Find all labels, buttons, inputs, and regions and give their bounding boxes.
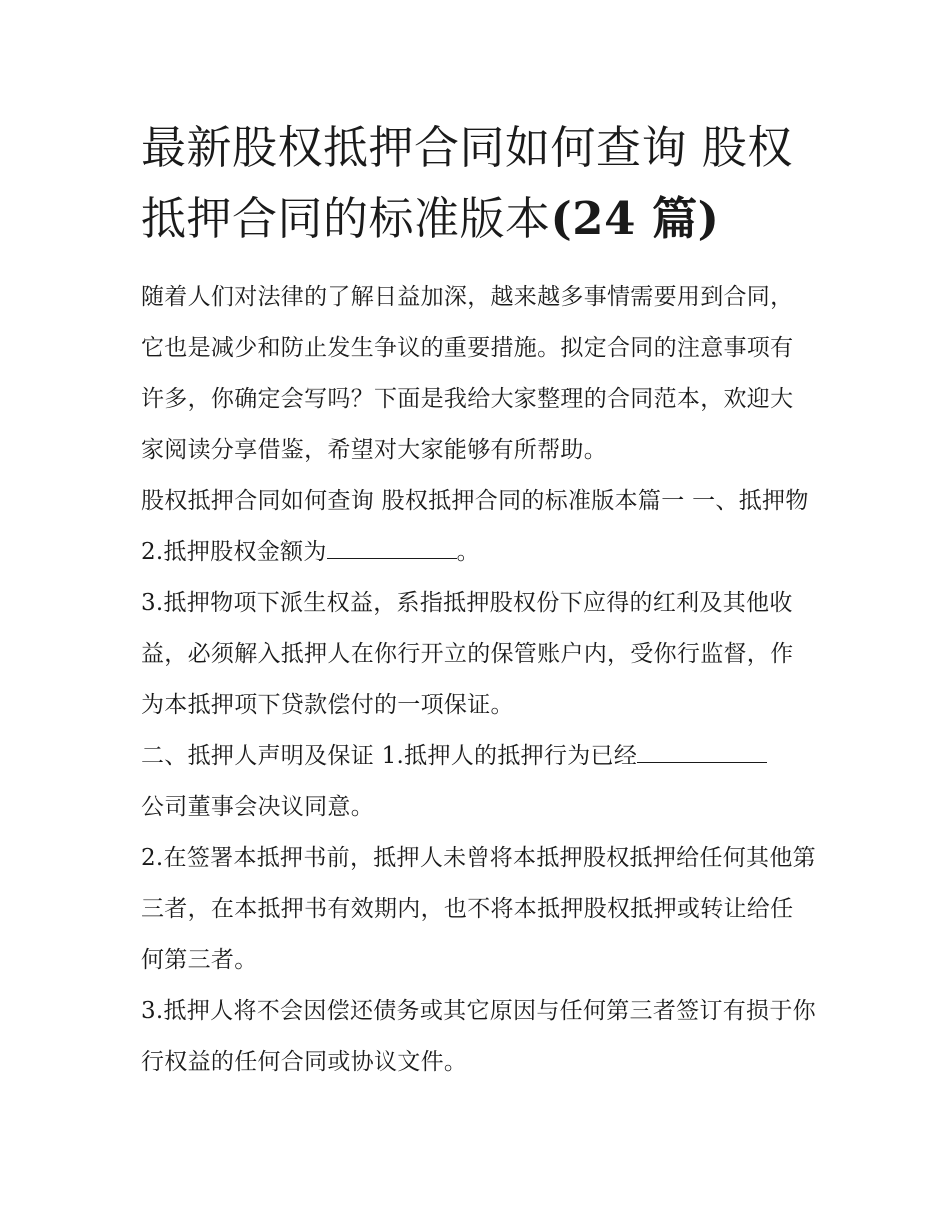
paragraph-no-prior-pledge: 2.在签署本抵押书前，抵押人未曾将本抵押股权抵押给任何其他第三者，在本抵押书有效期内，也不将本抵押股权抵押或转让给任何第三者。 <box>141 845 816 973</box>
title-main: 最新股权抵押合同如何查询 股权抵押合同的标准版本 <box>141 121 793 245</box>
blank-line <box>637 742 767 763</box>
title-count: (24 篇) <box>550 192 720 245</box>
collateral-end: 。 <box>456 539 480 565</box>
declaration-end: 公司董事会决议同意。 <box>141 794 374 820</box>
paragraph-collateral <box>141 476 816 578</box>
intro-paragraph: 随着人们对法律的了解日益加深，越来越多事情需要用到合同，它也是减少和防止发生争议的重要措施。拟定合同的注意事项有许多，你确定会写吗？下面是我给大家整理的合同范本，欢迎大家阅读分享借鉴，希望对大家能够有所帮助。 <box>141 284 794 463</box>
document-page <box>141 112 816 1088</box>
declaration-text: 二、抵押人声明及保证 1.抵押人的抵押行为已经 <box>141 743 638 769</box>
paragraph-declaration <box>141 731 816 833</box>
paragraph-no-harmful-contract: 3.抵押人将不会因偿还债务或其它原因与任何第三者签订有损于你行权益的任何合同或协议文件。 <box>141 998 816 1075</box>
blank-line <box>327 538 457 559</box>
collateral-text: 股权抵押合同如何查询 股权抵押合同的标准版本篇一 一、抵押物 2.抵押股权金额为 <box>141 488 809 565</box>
paragraph-derived-rights: 3.抵押物项下派生权益，系指抵押股权份下应得的红利及其他收益，必须解入抵押人在你行开立的保管账户内，受你行监督，作为本抵押项下贷款偿付的一项保证。 <box>141 590 794 718</box>
document-title <box>141 112 816 254</box>
